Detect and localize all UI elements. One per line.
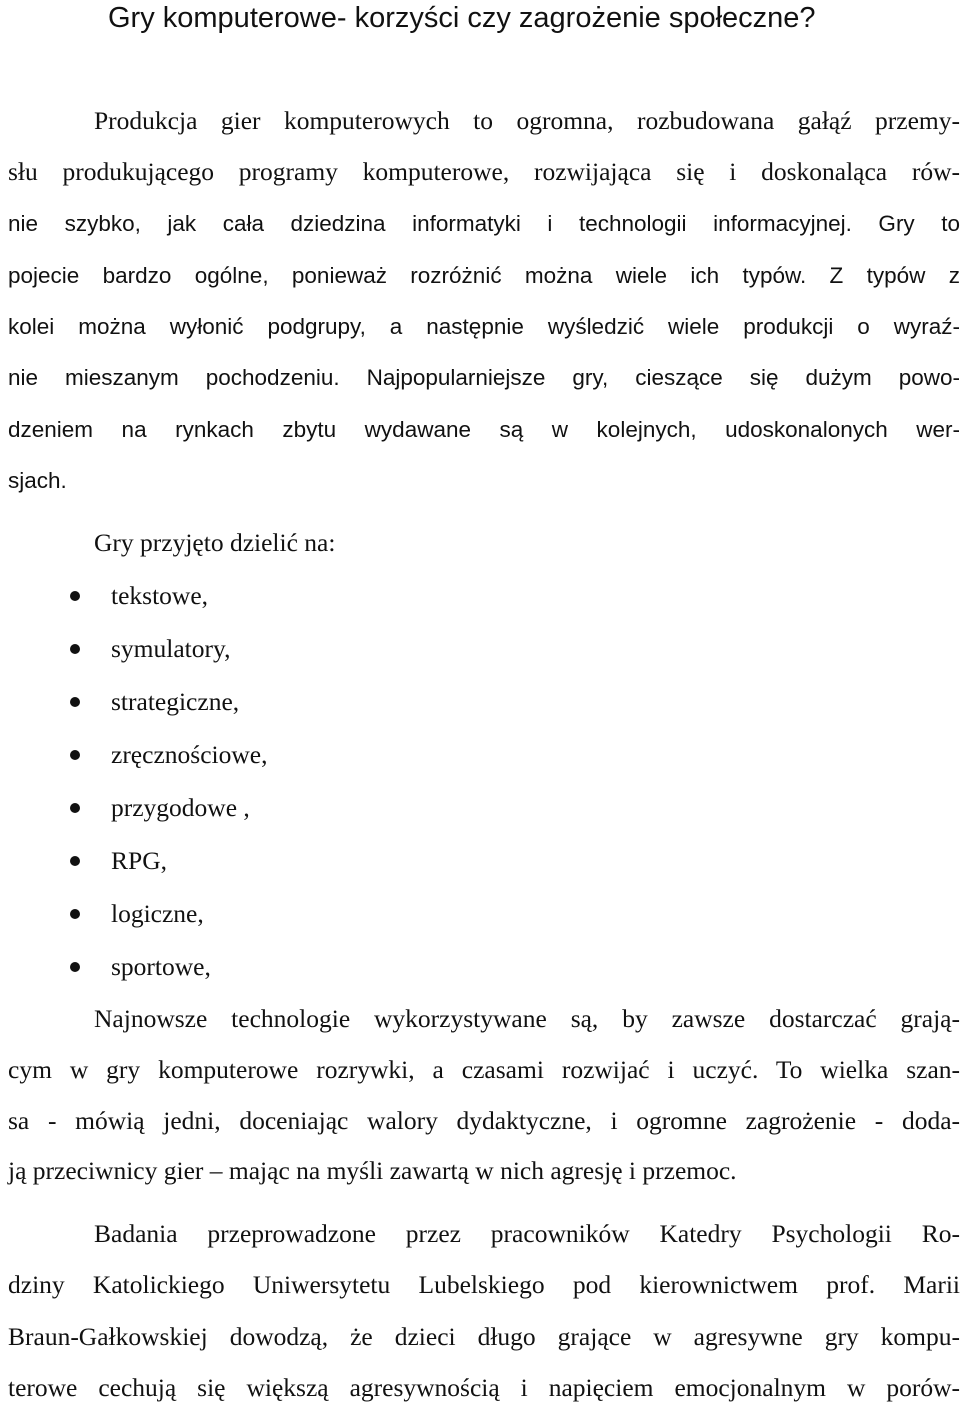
list-item (0, 687, 600, 717)
bullet-icon (70, 803, 80, 813)
list-item-label: strategiczne, (111, 687, 240, 716)
list-item-label: logiczne, (111, 899, 204, 928)
paragraph-line: Produkcja gier komputerowych to ogromna, rozbudowana gałąź przemy- (94, 106, 960, 135)
paragraph-line: nie mieszanym pochodzeniu. Najpopularniejsze gry, cieszące się dużym powo- (8, 365, 960, 390)
paragraph-line: cym w gry komputerowe rozrywki, a czasami rozwijać i uczyć. To wielka szan- (8, 1055, 960, 1084)
bullet-icon (70, 591, 80, 601)
paragraph-line: terowe cechują się większą agresywnością i napięciem emocjonalnym w porów- (8, 1373, 960, 1402)
bullet-icon (70, 697, 80, 707)
paragraph-line: ją przeciwnicy gier – mając na myśli zawartą w nich agresję i przemoc. (8, 1156, 737, 1185)
bullet-icon (70, 856, 80, 866)
bullet-icon (70, 909, 80, 919)
list-item (0, 634, 600, 664)
list-item-label: sportowe, (111, 952, 211, 981)
list-item (0, 793, 600, 823)
paragraph-line: słu produkującego programy komputerowe, rozwijająca się i doskonaląca rów- (8, 157, 960, 186)
bullet-icon (70, 644, 80, 654)
bullet-icon (70, 750, 80, 760)
paragraph-line: nie szybko, jak cała dziedzina informatyki i technologii informacyjnej. Gry to (8, 211, 960, 236)
document-title: Gry komputerowe- korzyści czy zagrożenie społeczne? (108, 2, 816, 34)
list-item (0, 581, 600, 611)
paragraph-line: sa - mówią jedni, doceniając walory dydaktyczne, i ogromne zagrożenie - doda- (8, 1106, 960, 1135)
list-item-label: RPG, (111, 846, 167, 875)
paragraph-line: Najnowsze technologie wykorzystywane są, by zawsze dostarczać grają- (94, 1004, 960, 1033)
list-item-label: symulatory, (111, 634, 231, 663)
paragraph-line: kolei można wyłonić podgrupy, a następnie wyśledzić wiele produkcji o wyraź- (8, 314, 960, 339)
list-item-label: przygodowe , (111, 793, 250, 822)
list-intro: Gry przyjęto dzielić na: (94, 528, 336, 557)
list-item-label: zręcznościowe, (111, 740, 268, 769)
paragraph-line: pojecie bardzo ogólne, ponieważ rozróżnić można wiele ich typów. Z typów z (8, 263, 960, 288)
list-item (0, 846, 600, 876)
bullet-icon (70, 962, 80, 972)
paragraph-line: Badania przeprowadzone przez pracowników Katedry Psychologii Ro- (94, 1219, 960, 1248)
paragraph-line: dzeniem na rynkach zbytu wydawane są w kolejnych, udoskonalonych wer- (8, 417, 960, 442)
paragraph-line: dziny Katolickiego Uniwersytetu Lubelskiego pod kierownictwem prof. Marii (8, 1270, 960, 1299)
list-item (0, 952, 600, 982)
list-item-label: tekstowe, (111, 581, 209, 610)
list-item (0, 899, 600, 929)
list-item (0, 740, 600, 770)
paragraph-line: sjach. (8, 468, 67, 493)
paragraph-line: Braun-Gałkowskiej dowodzą, że dzieci długo grające w agresywne gry kompu- (8, 1322, 960, 1351)
